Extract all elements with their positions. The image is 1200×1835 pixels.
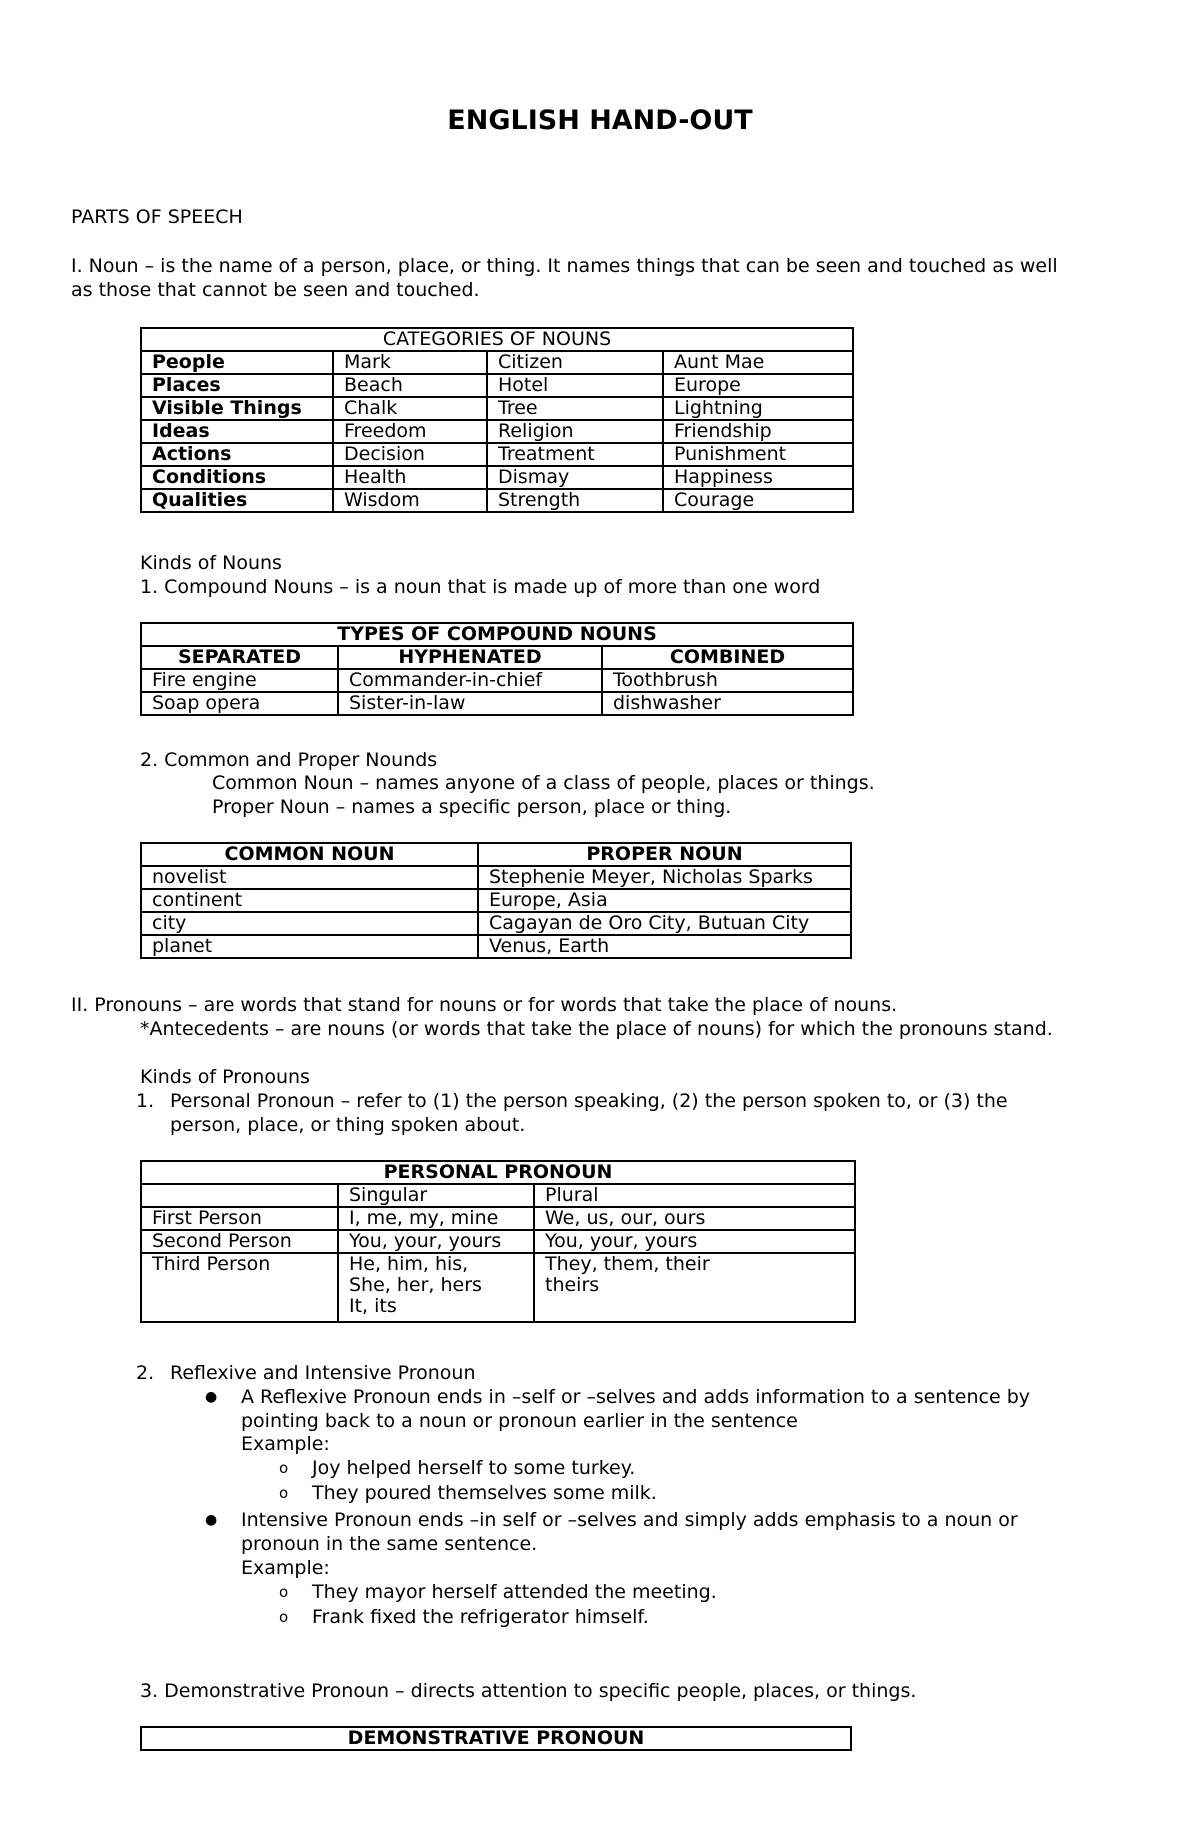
table-cell [534, 1253, 855, 1322]
table-cell: Strength [487, 489, 663, 512]
reflexive-definition-line1: A Reflexive Pronoun ends in –self or –selves and adds information to a sentence by [241, 1386, 1031, 1408]
table-row [141, 935, 851, 958]
column-header: PROPER NOUN [478, 843, 851, 866]
cell-line: They, them, their [545, 1253, 710, 1275]
column-header: COMMON NOUN [141, 843, 478, 866]
table-cell: Europe [663, 374, 853, 397]
table-cell: Cagayan de Oro City, Butuan City [478, 912, 851, 935]
table-cell: Happiness [663, 466, 853, 489]
table-cell: Hotel [487, 374, 663, 397]
cell-line: It, its [349, 1295, 397, 1317]
cell-line: theirs [545, 1274, 600, 1296]
table-row [141, 374, 853, 397]
table-cell: Sister-in-law [338, 692, 602, 715]
table-row [141, 443, 853, 466]
pronoun-definition: II. Pronouns – are words that stand for nouns or for words that take the place of nouns. [71, 994, 898, 1016]
column-header: SEPARATED [141, 646, 338, 669]
table-cell: First Person [141, 1207, 338, 1230]
table-row [141, 1207, 855, 1230]
row-label: Actions [141, 443, 333, 466]
section-heading: PARTS OF SPEECH [71, 206, 243, 228]
list-number: 1. [136, 1090, 155, 1112]
table-cell: You, your, yours [534, 1230, 855, 1253]
table-cell: Second Person [141, 1230, 338, 1253]
table-header-row [141, 1184, 855, 1207]
proper-noun-definition: Proper Noun – names a specific person, place or thing. [212, 796, 732, 818]
table-cell: Lightning [663, 397, 853, 420]
table-header-row [141, 646, 853, 669]
table-caption: TYPES OF COMPOUND NOUNS [141, 623, 853, 646]
table-row [141, 351, 853, 374]
row-label: Conditions [141, 466, 333, 489]
bullet-icon: ● [205, 1389, 218, 1405]
common-proper-table [140, 842, 852, 959]
row-label: Qualities [141, 489, 333, 512]
example-label: Example: [241, 1433, 330, 1455]
table-row [141, 889, 851, 912]
table-row [141, 1230, 855, 1253]
circle-bullet-icon: o [279, 1459, 289, 1477]
table-cell: Third Person [141, 1253, 338, 1322]
table-header-row [141, 843, 851, 866]
row-label: People [141, 351, 333, 374]
cell-line: She, her, hers [349, 1274, 482, 1296]
personal-pronoun-table [140, 1160, 856, 1323]
table-cell: Soap opera [141, 692, 338, 715]
table-cell: Beach [333, 374, 487, 397]
noun-definition-line1: I. Noun – is the name of a person, place, or thing. It names things that can be seen and touched as well [71, 255, 1058, 277]
table-row [141, 866, 851, 889]
table-cell: Decision [333, 443, 487, 466]
personal-pronoun-definition-line1: Personal Pronoun – refer to (1) the person speaking, (2) the person spoken to, or (3) the [170, 1090, 1008, 1112]
demonstrative-pronoun-table [140, 1726, 852, 1751]
table-row [141, 669, 853, 692]
table-row [141, 466, 853, 489]
kinds-of-pronouns-heading: Kinds of Pronouns [140, 1066, 310, 1088]
table-row [141, 692, 853, 715]
table-row [141, 912, 851, 935]
example-item: Joy helped herself to some turkey. [312, 1457, 636, 1479]
table-cell [338, 1253, 534, 1322]
column-header: HYPHENATED [338, 646, 602, 669]
table-cell: continent [141, 889, 478, 912]
table-cell: Fire engine [141, 669, 338, 692]
antecedent-definition: *Antecedents – are nouns (or words that take the place of nouns) for which the pronouns stand. [140, 1018, 1053, 1040]
table-cell: I, me, my, mine [338, 1207, 534, 1230]
table-cell: Tree [487, 397, 663, 420]
table-row [141, 397, 853, 420]
table-cell: Punishment [663, 443, 853, 466]
table-cell: You, your, yours [338, 1230, 534, 1253]
intensive-definition-line1: Intensive Pronoun ends –in self or –selves and simply adds emphasis to a noun or [241, 1509, 1018, 1531]
row-label: Places [141, 374, 333, 397]
table-cell: Friendship [663, 420, 853, 443]
table-cell: Commander-in-chief [338, 669, 602, 692]
table-row [141, 1253, 855, 1322]
table-cell: Europe, Asia [478, 889, 851, 912]
table-cell: Courage [663, 489, 853, 512]
table-cell: Aunt Mae [663, 351, 853, 374]
table-caption: DEMONSTRATIVE PRONOUN [141, 1727, 851, 1750]
table-cell: city [141, 912, 478, 935]
table-cell: planet [141, 935, 478, 958]
table-caption: PERSONAL PRONOUN [141, 1161, 855, 1184]
table-cell: Treatment [487, 443, 663, 466]
column-header [141, 1184, 338, 1207]
reflexive-intensive-heading: Reflexive and Intensive Pronoun [170, 1362, 476, 1384]
example-item: They poured themselves some milk. [312, 1482, 657, 1504]
example-label: Example: [241, 1557, 330, 1579]
table-cell: Chalk [333, 397, 487, 420]
demonstrative-pronoun-definition: 3. Demonstrative Pronoun – directs attention to specific people, places, or things. [140, 1680, 917, 1702]
row-label: Visible Things [141, 397, 333, 420]
table-cell: Religion [487, 420, 663, 443]
compound-nouns-table [140, 622, 854, 716]
common-noun-definition: Common Noun – names anyone of a class of people, places or things. [212, 772, 875, 794]
noun-definition-line2: as those that cannot be seen and touched. [71, 279, 480, 301]
page-title: ENGLISH HAND-OUT [447, 105, 753, 136]
row-label: Ideas [141, 420, 333, 443]
table-cell: Stephenie Meyer, Nicholas Sparks [478, 866, 851, 889]
reflexive-definition-line2: pointing back to a noun or pronoun earlier in the sentence [241, 1410, 798, 1432]
personal-pronoun-definition-line2: person, place, or thing spoken about. [170, 1114, 526, 1136]
column-header: COMBINED [602, 646, 853, 669]
intensive-definition-line2: pronoun in the same sentence. [241, 1533, 538, 1555]
example-item: Frank fixed the refrigerator himself. [312, 1606, 649, 1628]
table-cell: Health [333, 466, 487, 489]
table-cell: Dismay [487, 466, 663, 489]
example-item: They mayor herself attended the meeting. [312, 1581, 717, 1603]
table-cell: We, us, our, ours [534, 1207, 855, 1230]
table-cell: dishwasher [602, 692, 853, 715]
table-cell: Toothbrush [602, 669, 853, 692]
list-number: 2. [136, 1362, 155, 1384]
cell-line: He, him, his, [349, 1253, 469, 1275]
circle-bullet-icon: o [279, 1484, 289, 1502]
circle-bullet-icon: o [279, 1583, 289, 1601]
compound-noun-definition: 1. Compound Nouns – is a noun that is made up of more than one word [140, 576, 821, 598]
table-cell: Venus, Earth [478, 935, 851, 958]
column-header: Singular [338, 1184, 534, 1207]
table-row [141, 489, 853, 512]
table-cell: Citizen [487, 351, 663, 374]
circle-bullet-icon: o [279, 1608, 289, 1626]
bullet-icon: ● [205, 1512, 218, 1528]
table-cell: Wisdom [333, 489, 487, 512]
table-caption: CATEGORIES OF NOUNS [141, 328, 853, 351]
table-row [141, 420, 853, 443]
kinds-of-nouns-heading: Kinds of Nouns [140, 552, 282, 574]
table-cell: Freedom [333, 420, 487, 443]
table-cell: novelist [141, 866, 478, 889]
column-header: Plural [534, 1184, 855, 1207]
common-proper-heading: 2. Common and Proper Nounds [140, 749, 438, 771]
table-cell: Mark [333, 351, 487, 374]
categories-of-nouns-table [140, 327, 854, 513]
